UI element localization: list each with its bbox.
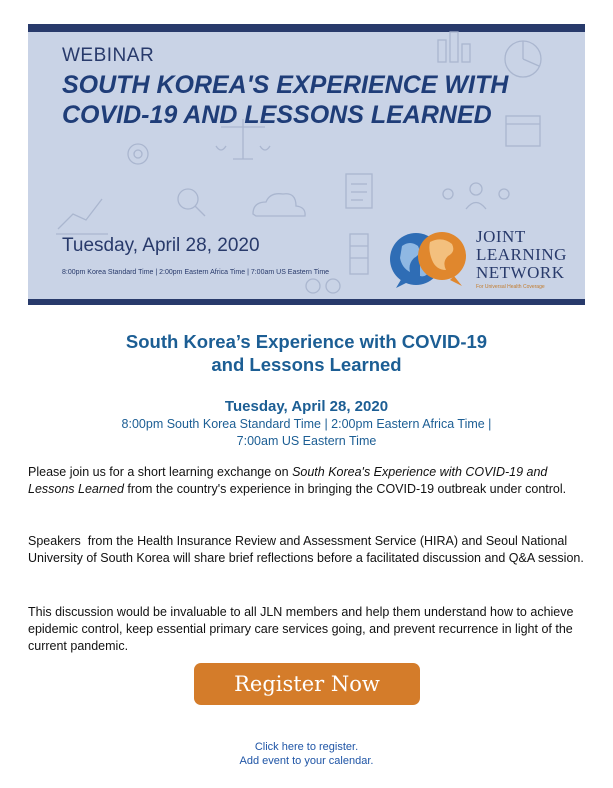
bar-chart-icon (438, 32, 470, 62)
speakers-paragraph: Speakers from the Health Insurance Review and Assessment Service (HIRA) and Seoul National University of South Korea will share brief reflections before a facilitated discussion and Q&A session. (28, 534, 584, 565)
banner-title-line2: COVID-19 AND LESSONS LEARNED (62, 101, 492, 129)
server-icon (350, 234, 368, 274)
intro-paragraph (28, 464, 588, 498)
page-title (0, 330, 613, 376)
page-title-line2: and Lessons Learned (211, 354, 402, 375)
intro-emphasis: South Korea's Experience with COVID-19 and Lessons Learned (28, 465, 548, 496)
logo-line3: NETWORK (476, 263, 565, 282)
register-link[interactable]: Click here to register. (254, 741, 359, 753)
banner-title-line1: SOUTH KOREA'S EXPERIENCE WITH (62, 71, 509, 99)
webinar-banner (28, 24, 585, 305)
event-times (0, 416, 613, 449)
chart-icon (56, 199, 108, 234)
jln-logo (476, 228, 567, 282)
banner-times: 8:00pm Korea Standard Time | 2:00pm Eastern Africa Time | 7:00am US Eastern Time (62, 269, 330, 276)
intro-text-b: from the country's experience in bringing the COVID-19 outbreak under control. (123, 482, 567, 496)
magnifier-icon (178, 189, 205, 216)
value-paragraph: This discussion would be invaluable to all JLN members and help them understand how to achieve epidemic control, keep essential primary care services going, and prevent recurrence in light of the current pandemic. (28, 605, 574, 653)
intro-text-a: Please join us for a short learning exchange on (28, 465, 293, 479)
globe-icon (388, 226, 474, 292)
footer-links (0, 740, 613, 768)
page-title-line1: South Korea’s Experience with COVID-19 (125, 331, 488, 352)
people-icon (443, 183, 509, 209)
document-icon (346, 174, 372, 208)
banner-kicker: WEBINAR (62, 45, 155, 66)
logo-line2: LEARNING (476, 245, 567, 264)
logo-line1: JOINT (476, 227, 526, 246)
event-date: Tuesday, April 28, 2020 (224, 398, 389, 415)
banner-title (62, 70, 562, 130)
register-now-button[interactable]: Register Now (194, 663, 420, 705)
event-times-line2: 7:00am US Eastern Time (236, 433, 377, 448)
banner-bottom-bar (28, 299, 585, 305)
event-times-line1: 8:00pm South Korea Standard Time | 2:00pm Eastern Africa Time | (121, 417, 492, 431)
binoculars-icon (306, 279, 340, 293)
banner-date: Tuesday, April 28, 2020 (62, 235, 260, 256)
cloud-icon (253, 194, 305, 216)
logo-tagline: For Universal Health Coverage (476, 284, 545, 290)
add-to-calendar-link[interactable]: Add event to your calendar. (239, 755, 374, 767)
gear-icon (128, 144, 148, 164)
